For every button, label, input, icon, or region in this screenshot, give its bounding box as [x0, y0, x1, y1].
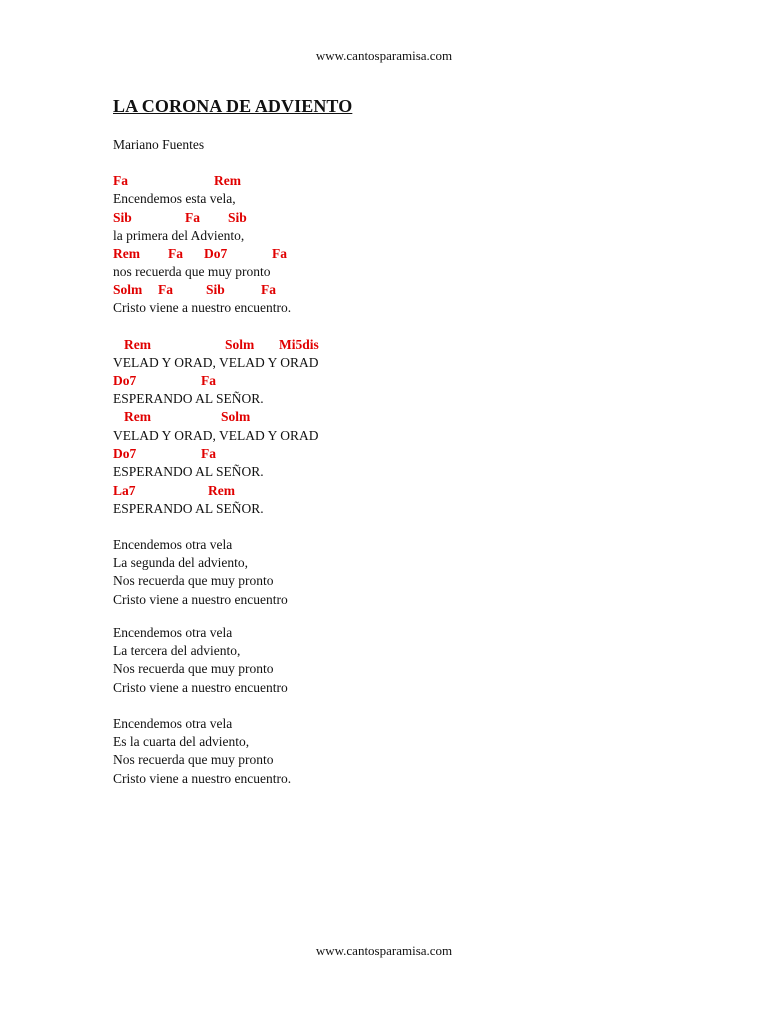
chord: Fa: [185, 210, 200, 225]
chord: Fa: [168, 246, 183, 261]
lyric-line: Nos recuerda que muy pronto: [113, 752, 274, 767]
lyric-line: Encendemos otra vela: [113, 625, 233, 640]
chord: Do7: [113, 373, 137, 388]
lyric-line: la primera del Adviento,: [113, 228, 245, 243]
lyric-line: Nos recuerda que muy pronto: [113, 661, 274, 676]
chord: Do7: [204, 246, 228, 261]
chord: Sib: [206, 282, 225, 297]
chord: Sib: [228, 210, 247, 225]
lyric-line: Encendemos otra vela: [113, 537, 233, 552]
chord: La7: [113, 483, 136, 498]
chord: Rem: [124, 409, 151, 424]
chord: Mi5dis: [279, 337, 319, 352]
lyric-line: ESPERANDO AL SEÑOR.: [113, 391, 264, 406]
chord: Solm: [221, 409, 251, 424]
chord: Do7: [113, 446, 137, 461]
header-website: www.cantosparamisa.com: [315, 48, 453, 63]
chord: Solm: [113, 282, 143, 297]
lyric-line: VELAD Y ORAD, VELAD Y ORAD: [113, 428, 319, 443]
chord: Fa: [272, 246, 287, 261]
chord: Sib: [113, 210, 132, 225]
song-title: LA CORONA DE ADVIENTO: [113, 96, 353, 116]
chord: Rem: [113, 246, 140, 261]
chord: Fa: [158, 282, 173, 297]
chord: Rem: [124, 337, 151, 352]
chord: Fa: [261, 282, 276, 297]
lyric-line: Es la cuarta del adviento,: [113, 734, 250, 749]
lyric-line: nos recuerda que muy pronto: [113, 264, 271, 279]
footer-website: www.cantosparamisa.com: [315, 943, 453, 958]
chord: Fa: [201, 373, 216, 388]
chord: Rem: [208, 483, 235, 498]
lyric-line: Cristo viene a nuestro encuentro.: [113, 771, 292, 786]
chord: Rem: [214, 173, 241, 188]
lyric-line: La segunda del adviento,: [113, 555, 248, 570]
lyric-line: Cristo viene a nuestro encuentro: [113, 592, 288, 607]
lyric-line: Nos recuerda que muy pronto: [113, 573, 274, 588]
lyric-line: ESPERANDO AL SEÑOR.: [113, 501, 264, 516]
lyric-line: VELAD Y ORAD, VELAD Y ORAD: [113, 355, 319, 370]
lyric-line: Encendemos esta vela,: [113, 191, 236, 206]
lyric-line: Encendemos otra vela: [113, 716, 233, 731]
chord: Solm: [225, 337, 255, 352]
lyric-line: Cristo viene a nuestro encuentro: [113, 680, 288, 695]
song-author: Mariano Fuentes: [113, 137, 205, 152]
lyric-line: ESPERANDO AL SEÑOR.: [113, 464, 264, 479]
lyric-line: La tercera del adviento,: [113, 643, 241, 658]
chord: Fa: [113, 173, 128, 188]
chord: Fa: [201, 446, 216, 461]
lyric-line: Cristo viene a nuestro encuentro.: [113, 300, 292, 315]
